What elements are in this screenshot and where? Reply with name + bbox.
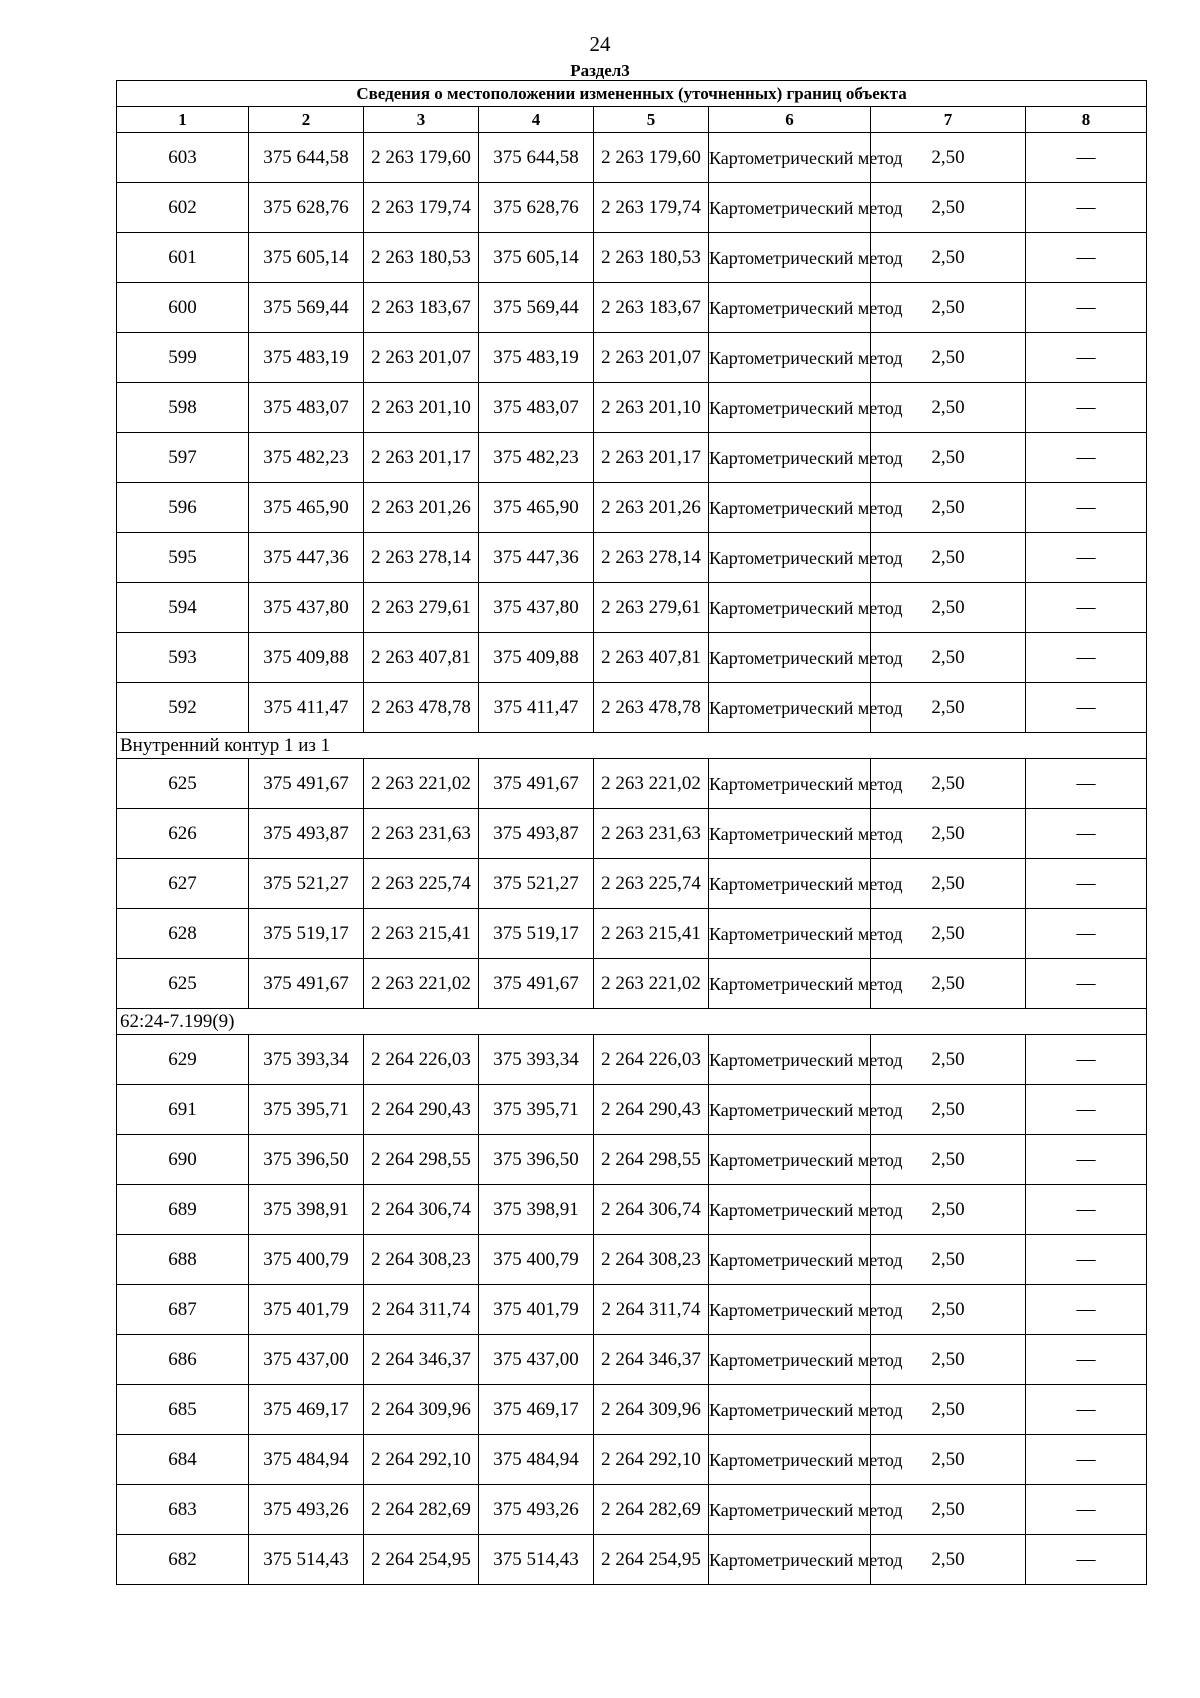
cell-accuracy: 2,50 — [871, 959, 1026, 1009]
cell-x-existing: 375 605,14 — [249, 233, 364, 283]
cell-point-number: 627 — [117, 859, 249, 909]
cell-description: — — [1026, 1285, 1147, 1335]
group-header-row — [117, 1009, 1147, 1035]
cell-point-number: 596 — [117, 483, 249, 533]
cell-y-new: 2 264 282,69 — [594, 1485, 709, 1535]
cell-description: — — [1026, 1435, 1147, 1485]
cell-method: Картометрический метод — [709, 809, 871, 859]
table-row — [117, 333, 1147, 383]
cell-description: — — [1026, 1535, 1147, 1585]
cell-x-new: 375 493,87 — [479, 809, 594, 859]
table-row — [117, 859, 1147, 909]
column-number-8: 8 — [1026, 107, 1147, 133]
cell-accuracy: 2,50 — [871, 1085, 1026, 1135]
cell-y-new: 2 264 306,74 — [594, 1185, 709, 1235]
cell-x-existing: 375 483,07 — [249, 383, 364, 433]
cell-point-number: 597 — [117, 433, 249, 483]
cell-description: — — [1026, 383, 1147, 433]
cell-y-existing: 2 263 180,53 — [364, 233, 479, 283]
cell-y-new: 2 264 292,10 — [594, 1435, 709, 1485]
cell-method: Картометрический метод — [709, 1185, 871, 1235]
cell-method: Картометрический метод — [709, 433, 871, 483]
cell-x-existing: 375 465,90 — [249, 483, 364, 533]
cell-description: — — [1026, 909, 1147, 959]
cell-y-new: 2 264 254,95 — [594, 1535, 709, 1585]
cell-method: Картометрический метод — [709, 333, 871, 383]
table-row — [117, 533, 1147, 583]
section-title: Раздел3 — [570, 61, 630, 80]
cell-method: Картометрический метод — [709, 1135, 871, 1185]
cell-point-number: 599 — [117, 333, 249, 383]
cell-description: — — [1026, 859, 1147, 909]
cell-accuracy: 2,50 — [871, 1185, 1026, 1235]
boundary-coordinates-table — [116, 80, 1147, 1585]
cell-x-existing: 375 409,88 — [249, 633, 364, 683]
cell-x-new: 375 465,90 — [479, 483, 594, 533]
table-body — [117, 133, 1147, 1585]
table-row — [117, 759, 1147, 809]
cell-y-existing: 2 264 290,43 — [364, 1085, 479, 1135]
cell-x-existing: 375 469,17 — [249, 1385, 364, 1435]
cell-accuracy: 2,50 — [871, 133, 1026, 183]
cell-method: Картометрический метод — [709, 283, 871, 333]
cell-x-new: 375 437,00 — [479, 1335, 594, 1385]
cell-accuracy: 2,50 — [871, 233, 1026, 283]
cell-description: — — [1026, 483, 1147, 533]
cell-y-existing: 2 263 179,60 — [364, 133, 479, 183]
cell-point-number: 592 — [117, 683, 249, 733]
cell-x-new: 375 437,80 — [479, 583, 594, 633]
cell-y-existing: 2 263 221,02 — [364, 959, 479, 1009]
cell-accuracy: 2,50 — [871, 183, 1026, 233]
cell-x-new: 375 401,79 — [479, 1285, 594, 1335]
cell-x-existing: 375 514,43 — [249, 1535, 364, 1585]
cell-description: — — [1026, 683, 1147, 733]
table-caption: Сведения о местоположении измененных (уточненных) границ объекта — [117, 81, 1147, 107]
cell-x-new: 375 409,88 — [479, 633, 594, 683]
cell-y-existing: 2 264 311,74 — [364, 1285, 479, 1335]
cell-accuracy: 2,50 — [871, 1035, 1026, 1085]
cell-method: Картометрический метод — [709, 759, 871, 809]
cell-description: — — [1026, 1185, 1147, 1235]
cell-y-existing: 2 264 254,95 — [364, 1535, 479, 1585]
cell-x-new: 375 519,17 — [479, 909, 594, 959]
table-row — [117, 1335, 1147, 1385]
table-row — [117, 283, 1147, 333]
cell-x-new: 375 514,43 — [479, 1535, 594, 1585]
cell-y-new: 2 263 231,63 — [594, 809, 709, 859]
cell-accuracy: 2,50 — [871, 759, 1026, 809]
cell-y-new: 2 264 298,55 — [594, 1135, 709, 1185]
cell-y-new: 2 263 201,07 — [594, 333, 709, 383]
cell-method: Картометрический метод — [709, 533, 871, 583]
cell-accuracy: 2,50 — [871, 533, 1026, 583]
cell-method: Картометрический метод — [709, 383, 871, 433]
cell-point-number: 691 — [117, 1085, 249, 1135]
cell-x-existing: 375 628,76 — [249, 183, 364, 233]
cell-x-existing: 375 447,36 — [249, 533, 364, 583]
cell-method: Картометрический метод — [709, 959, 871, 1009]
cell-method: Картометрический метод — [709, 859, 871, 909]
column-number-5: 5 — [594, 107, 709, 133]
table-row — [117, 1185, 1147, 1235]
table-row — [117, 1035, 1147, 1085]
cell-description: — — [1026, 633, 1147, 683]
cell-description: — — [1026, 133, 1147, 183]
cell-y-existing: 2 263 279,61 — [364, 583, 479, 633]
cell-x-new: 375 398,91 — [479, 1185, 594, 1235]
cell-description: — — [1026, 333, 1147, 383]
cell-description: — — [1026, 1485, 1147, 1535]
cell-description: — — [1026, 1135, 1147, 1185]
cell-y-new: 2 264 346,37 — [594, 1335, 709, 1385]
cell-x-existing: 375 401,79 — [249, 1285, 364, 1335]
cell-description: — — [1026, 433, 1147, 483]
cell-point-number: 690 — [117, 1135, 249, 1185]
table-row — [117, 1535, 1147, 1585]
column-number-row — [117, 107, 1147, 133]
cell-accuracy: 2,50 — [871, 583, 1026, 633]
cell-x-existing: 375 400,79 — [249, 1235, 364, 1285]
table-row — [117, 183, 1147, 233]
page-number: 24 — [589, 32, 611, 56]
table-row — [117, 133, 1147, 183]
table-row — [117, 383, 1147, 433]
cell-point-number: 602 — [117, 183, 249, 233]
cell-x-new: 375 483,07 — [479, 383, 594, 433]
cell-accuracy: 2,50 — [871, 1485, 1026, 1535]
cell-accuracy: 2,50 — [871, 433, 1026, 483]
cell-point-number: 595 — [117, 533, 249, 583]
cell-y-new: 2 263 221,02 — [594, 759, 709, 809]
cell-y-new: 2 263 221,02 — [594, 959, 709, 1009]
cell-y-existing: 2 263 201,26 — [364, 483, 479, 533]
cell-point-number: 682 — [117, 1535, 249, 1585]
cell-y-new: 2 264 290,43 — [594, 1085, 709, 1135]
column-number-1: 1 — [117, 107, 249, 133]
cell-y-new: 2 263 279,61 — [594, 583, 709, 633]
cell-accuracy: 2,50 — [871, 909, 1026, 959]
cell-y-new: 2 263 201,26 — [594, 483, 709, 533]
cell-y-new: 2 263 478,78 — [594, 683, 709, 733]
cell-description: — — [1026, 1085, 1147, 1135]
cell-x-new: 375 644,58 — [479, 133, 594, 183]
table-row — [117, 1235, 1147, 1285]
cell-description: — — [1026, 183, 1147, 233]
cell-point-number: 684 — [117, 1435, 249, 1485]
cell-y-existing: 2 264 346,37 — [364, 1335, 479, 1385]
table-row — [117, 1435, 1147, 1485]
cell-y-existing: 2 264 308,23 — [364, 1235, 479, 1285]
cell-x-existing: 375 482,23 — [249, 433, 364, 483]
cell-x-new: 375 628,76 — [479, 183, 594, 233]
cell-y-existing: 2 264 226,03 — [364, 1035, 479, 1085]
cell-point-number: 683 — [117, 1485, 249, 1535]
column-number-6: 6 — [709, 107, 871, 133]
cell-method: Картометрический метод — [709, 1285, 871, 1335]
cell-accuracy: 2,50 — [871, 1235, 1026, 1285]
cell-x-new: 375 395,71 — [479, 1085, 594, 1135]
cell-description: — — [1026, 959, 1147, 1009]
cell-description: — — [1026, 809, 1147, 859]
cell-y-existing: 2 263 221,02 — [364, 759, 479, 809]
cell-accuracy: 2,50 — [871, 1385, 1026, 1435]
cell-y-new: 2 263 183,67 — [594, 283, 709, 333]
table-row — [117, 483, 1147, 533]
cell-description: — — [1026, 1235, 1147, 1285]
cell-x-new: 375 396,50 — [479, 1135, 594, 1185]
table-row — [117, 1085, 1147, 1135]
cell-method: Картометрический метод — [709, 133, 871, 183]
cell-method: Картометрический метод — [709, 233, 871, 283]
table-row — [117, 1385, 1147, 1435]
cell-point-number: 687 — [117, 1285, 249, 1335]
cell-accuracy: 2,50 — [871, 1335, 1026, 1385]
cell-x-new: 375 605,14 — [479, 233, 594, 283]
cell-x-new: 375 447,36 — [479, 533, 594, 583]
cell-x-existing: 375 493,26 — [249, 1485, 364, 1535]
cell-x-existing: 375 437,80 — [249, 583, 364, 633]
cell-x-existing: 375 491,67 — [249, 959, 364, 1009]
cell-x-existing: 375 437,00 — [249, 1335, 364, 1385]
table-row — [117, 233, 1147, 283]
cell-y-new: 2 263 179,60 — [594, 133, 709, 183]
table-row — [117, 633, 1147, 683]
cell-y-existing: 2 263 201,17 — [364, 433, 479, 483]
cell-x-new: 375 483,19 — [479, 333, 594, 383]
cell-point-number: 628 — [117, 909, 249, 959]
cell-x-existing: 375 393,34 — [249, 1035, 364, 1085]
cell-y-existing: 2 263 201,07 — [364, 333, 479, 383]
table-row — [117, 1485, 1147, 1535]
cell-x-new: 375 569,44 — [479, 283, 594, 333]
cell-y-existing: 2 264 309,96 — [364, 1385, 479, 1435]
cell-x-new: 375 393,34 — [479, 1035, 594, 1085]
table-row — [117, 583, 1147, 633]
cell-method: Картометрический метод — [709, 1035, 871, 1085]
cell-x-existing: 375 493,87 — [249, 809, 364, 859]
cell-method: Картометрический метод — [709, 483, 871, 533]
cell-y-existing: 2 263 478,78 — [364, 683, 479, 733]
table-row — [117, 433, 1147, 483]
cell-y-new: 2 263 180,53 — [594, 233, 709, 283]
cell-method: Картометрический метод — [709, 1535, 871, 1585]
cell-y-existing: 2 263 231,63 — [364, 809, 479, 859]
cell-y-existing: 2 263 183,67 — [364, 283, 479, 333]
cell-description: — — [1026, 1385, 1147, 1435]
cell-y-existing: 2 263 201,10 — [364, 383, 479, 433]
cell-y-existing: 2 264 298,55 — [364, 1135, 479, 1185]
cell-y-new: 2 264 226,03 — [594, 1035, 709, 1085]
cell-x-existing: 375 569,44 — [249, 283, 364, 333]
cell-x-new: 375 484,94 — [479, 1435, 594, 1485]
cell-description: — — [1026, 583, 1147, 633]
cell-y-new: 2 264 311,74 — [594, 1285, 709, 1335]
cell-accuracy: 2,50 — [871, 383, 1026, 433]
cell-point-number: 626 — [117, 809, 249, 859]
cell-description: — — [1026, 283, 1147, 333]
cell-x-existing: 375 521,27 — [249, 859, 364, 909]
table-row — [117, 1285, 1147, 1335]
cell-x-new: 375 482,23 — [479, 433, 594, 483]
cell-y-new: 2 264 308,23 — [594, 1235, 709, 1285]
cell-y-existing: 2 263 407,81 — [364, 633, 479, 683]
cell-y-existing: 2 263 179,74 — [364, 183, 479, 233]
cell-point-number: 593 — [117, 633, 249, 683]
cell-method: Картометрический метод — [709, 1485, 871, 1535]
cell-y-new: 2 263 407,81 — [594, 633, 709, 683]
cell-accuracy: 2,50 — [871, 1285, 1026, 1335]
cell-y-existing: 2 263 215,41 — [364, 909, 479, 959]
cell-x-new: 375 400,79 — [479, 1235, 594, 1285]
group-title: Внутренний контур 1 из 1 — [117, 733, 1147, 759]
cell-description: — — [1026, 1035, 1147, 1085]
cell-method: Картометрический метод — [709, 1235, 871, 1285]
cell-point-number: 600 — [117, 283, 249, 333]
cell-accuracy: 2,50 — [871, 333, 1026, 383]
cell-method: Картометрический метод — [709, 1335, 871, 1385]
cell-accuracy: 2,50 — [871, 1535, 1026, 1585]
cell-y-existing: 2 264 306,74 — [364, 1185, 479, 1235]
cell-accuracy: 2,50 — [871, 1435, 1026, 1485]
cell-x-existing: 375 396,50 — [249, 1135, 364, 1185]
cell-y-existing: 2 264 282,69 — [364, 1485, 479, 1535]
cell-accuracy: 2,50 — [871, 859, 1026, 909]
table-row — [117, 1135, 1147, 1185]
column-number-3: 3 — [364, 107, 479, 133]
cell-point-number: 603 — [117, 133, 249, 183]
cell-point-number: 625 — [117, 959, 249, 1009]
cell-point-number: 629 — [117, 1035, 249, 1085]
cell-method: Картометрический метод — [709, 633, 871, 683]
cell-method: Картометрический метод — [709, 1385, 871, 1435]
cell-x-existing: 375 398,91 — [249, 1185, 364, 1235]
cell-method: Картометрический метод — [709, 1085, 871, 1135]
cell-y-existing: 2 263 278,14 — [364, 533, 479, 583]
cell-method: Картометрический метод — [709, 1435, 871, 1485]
cell-x-new: 375 491,67 — [479, 959, 594, 1009]
cell-x-existing: 375 483,19 — [249, 333, 364, 383]
cell-description: — — [1026, 1335, 1147, 1385]
cell-point-number: 598 — [117, 383, 249, 433]
cell-y-existing: 2 263 225,74 — [364, 859, 479, 909]
cell-description: — — [1026, 759, 1147, 809]
cell-y-new: 2 263 225,74 — [594, 859, 709, 909]
cell-x-existing: 375 484,94 — [249, 1435, 364, 1485]
cell-point-number: 625 — [117, 759, 249, 809]
cell-y-new: 2 263 201,10 — [594, 383, 709, 433]
cell-x-existing: 375 395,71 — [249, 1085, 364, 1135]
column-number-7: 7 — [871, 107, 1026, 133]
cell-point-number: 688 — [117, 1235, 249, 1285]
cell-y-new: 2 263 278,14 — [594, 533, 709, 583]
cell-point-number: 594 — [117, 583, 249, 633]
cell-accuracy: 2,50 — [871, 809, 1026, 859]
cell-x-existing: 375 519,17 — [249, 909, 364, 959]
table-row — [117, 809, 1147, 859]
cell-x-new: 375 411,47 — [479, 683, 594, 733]
cell-point-number: 689 — [117, 1185, 249, 1235]
cell-accuracy: 2,50 — [871, 683, 1026, 733]
cell-x-existing: 375 411,47 — [249, 683, 364, 733]
cell-x-new: 375 491,67 — [479, 759, 594, 809]
cell-y-new: 2 263 215,41 — [594, 909, 709, 959]
cell-point-number: 685 — [117, 1385, 249, 1435]
cell-accuracy: 2,50 — [871, 1135, 1026, 1185]
cell-description: — — [1026, 533, 1147, 583]
cell-y-existing: 2 264 292,10 — [364, 1435, 479, 1485]
cell-x-existing: 375 644,58 — [249, 133, 364, 183]
cell-point-number: 686 — [117, 1335, 249, 1385]
cell-x-new: 375 521,27 — [479, 859, 594, 909]
cell-method: Картометрический метод — [709, 583, 871, 633]
cell-y-new: 2 263 179,74 — [594, 183, 709, 233]
table-row — [117, 909, 1147, 959]
cell-method: Картометрический метод — [709, 683, 871, 733]
cell-description: — — [1026, 233, 1147, 283]
cell-x-existing: 375 491,67 — [249, 759, 364, 809]
column-number-2: 2 — [249, 107, 364, 133]
group-title: 62:24-7.199(9) — [117, 1009, 1147, 1035]
cell-accuracy: 2,50 — [871, 283, 1026, 333]
table-row — [117, 683, 1147, 733]
cell-y-new: 2 263 201,17 — [594, 433, 709, 483]
cell-x-new: 375 493,26 — [479, 1485, 594, 1535]
cell-x-new: 375 469,17 — [479, 1385, 594, 1435]
cell-accuracy: 2,50 — [871, 483, 1026, 533]
cell-method: Картометрический метод — [709, 183, 871, 233]
cell-point-number: 601 — [117, 233, 249, 283]
group-header-row — [117, 733, 1147, 759]
cell-method: Картометрический метод — [709, 909, 871, 959]
table-row — [117, 959, 1147, 1009]
cell-y-new: 2 264 309,96 — [594, 1385, 709, 1435]
cell-accuracy: 2,50 — [871, 633, 1026, 683]
column-number-4: 4 — [479, 107, 594, 133]
